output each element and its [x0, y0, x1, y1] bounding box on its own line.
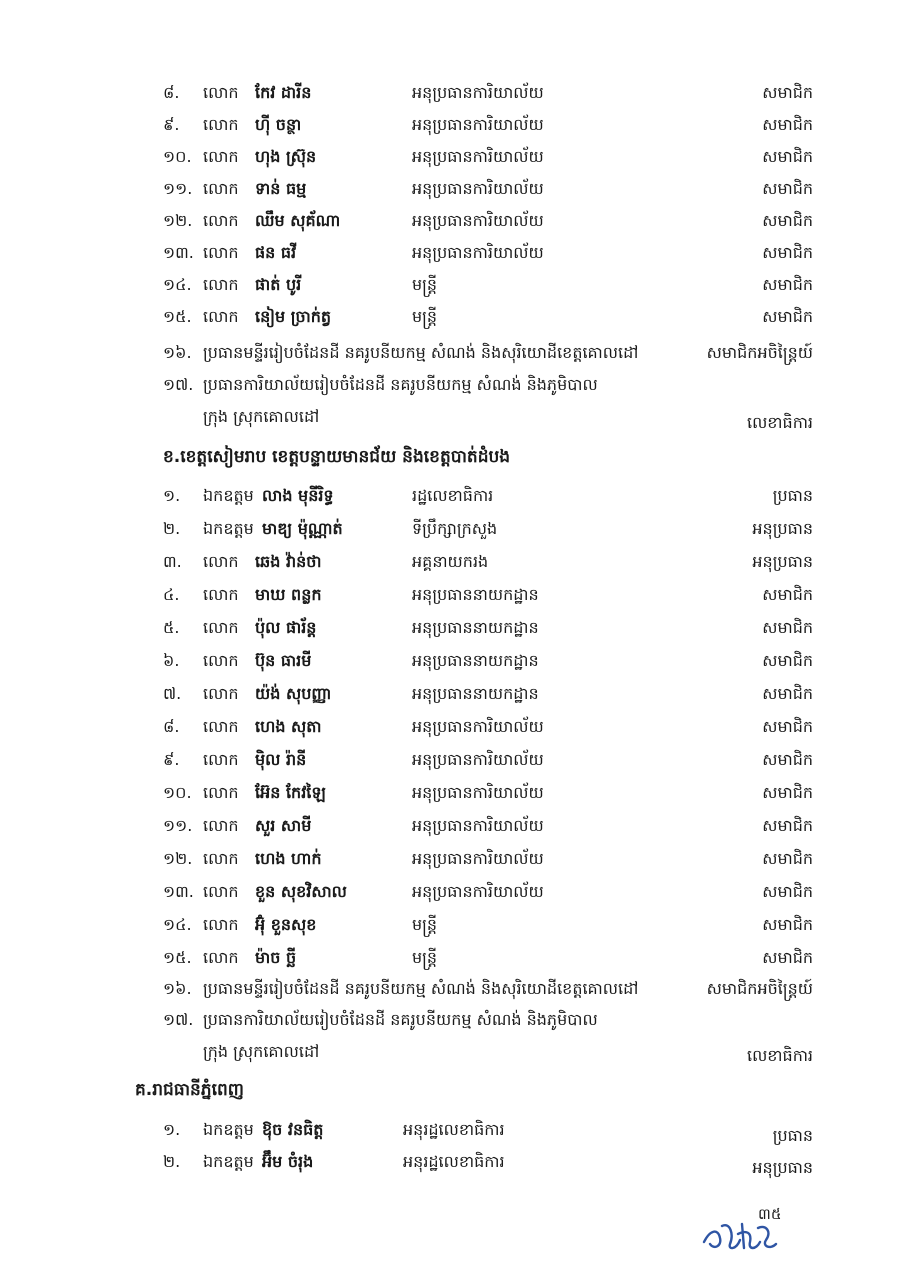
honorific: លោក: [203, 948, 239, 967]
member-role: អនុរដ្ឋលេខាធិការ: [403, 1152, 505, 1171]
item-number: ១៦.: [163, 343, 192, 362]
member-name: អ៊ុំ ខួនសុខ: [255, 915, 317, 934]
item-number: ១៣.: [163, 243, 194, 262]
member-status: សមាជិក: [762, 147, 813, 166]
item-number: ១២.: [163, 211, 193, 230]
list-item: [0, 480, 905, 512]
list-item: [0, 77, 905, 109]
item-number: ៨.: [163, 717, 180, 736]
honorific: ឯកឧត្តម: [203, 486, 254, 505]
member-status: សមាជិក: [762, 915, 813, 934]
member-name: ហេង ហាក់: [255, 849, 322, 868]
honorific: លោក: [203, 147, 239, 166]
item-number: ៩.: [163, 115, 180, 134]
list-item: [0, 301, 905, 333]
list-item: [0, 810, 905, 842]
list-item: [0, 612, 905, 644]
member-role: អនុប្រធានការិយាល័យ: [412, 179, 544, 198]
item-number: ១.: [163, 486, 181, 505]
member-role: ទីប្រឹក្សាក្រសួង: [412, 519, 498, 538]
member-status: សមាជិក: [762, 307, 813, 326]
member-status: លេខាធិការ: [746, 413, 813, 432]
section-heading: គ.រាជធានីភ្នំពេញ: [135, 1080, 244, 1100]
member-role: អនុប្រធាននាយកដ្ឋាន: [412, 651, 539, 670]
list-item: [0, 1114, 905, 1146]
member-name: ហ៊ី ចន្ថា: [255, 115, 302, 134]
honorific: ឯកឧត្តម: [203, 1152, 254, 1171]
member-status: អនុប្រធាន: [752, 552, 813, 571]
member-name: សួរ សាមី: [255, 816, 312, 835]
member-status: សមាជិក: [762, 948, 813, 967]
list-item: [0, 237, 905, 269]
member-status: សមាជិក: [762, 83, 813, 102]
member-role: មន្រ្តី: [412, 307, 438, 326]
list-item: [0, 205, 905, 237]
list-item: [0, 369, 905, 401]
honorific: លោក: [203, 783, 239, 802]
item-number: ៩.: [163, 750, 180, 769]
honorific: លោក: [203, 307, 239, 326]
member-role: អនុរដ្ឋលេខាធិការ: [403, 1120, 505, 1139]
honorific: លោក: [203, 816, 239, 835]
list-item: [0, 777, 905, 809]
member-status: សមាជិក: [762, 882, 813, 901]
member-status: សមាជិក: [762, 585, 813, 604]
member-role: អនុប្រធានការិយាល័យ: [412, 211, 544, 230]
list-item: [0, 1146, 905, 1178]
list-item: [0, 269, 905, 301]
honorific: លោក: [203, 115, 239, 134]
item-number: ១៣.: [163, 882, 194, 901]
honorific: លោក: [203, 882, 239, 901]
member-role: អនុប្រធានការិយាល័យ: [412, 83, 544, 102]
member-role: អនុប្រធាននាយកដ្ឋាន: [412, 585, 539, 604]
member-role: អនុប្រធាននាយកដ្ឋាន: [412, 618, 539, 637]
member-status: ប្រធាន: [772, 486, 813, 505]
item-number: ៥.: [163, 618, 180, 637]
member-name: ម៉ាច ច្ឆី: [255, 948, 297, 967]
member-status: សមាជិកអចិន្ត្រៃយ៍: [706, 979, 813, 998]
member-name: ហេង សុតា: [255, 717, 322, 736]
member-status: អនុប្រធាន: [752, 1158, 813, 1177]
member-name: មាឌ្យ ម៉ុណ្ណាត់: [262, 519, 343, 538]
member-name: យ៉ង់ សុបញ្ញា: [255, 684, 332, 703]
member-status: ប្រធាន: [772, 1126, 813, 1145]
item-text: ប្រធានមន្ទីររៀបចំដែនដី នគរូបនីយកម្ម សំណង់ និងសុរិយោដីខេត្តគោលដៅ: [203, 343, 639, 362]
item-number: ១០.: [163, 147, 192, 166]
signature-initials: [700, 1212, 780, 1254]
member-status: សមាជិក: [762, 179, 813, 198]
member-status: សមាជិក: [762, 849, 813, 868]
item-number: ៧.: [163, 684, 182, 703]
item-number: ១៥.: [163, 948, 192, 967]
member-role: មន្រ្តី: [412, 275, 438, 294]
item-number: ៤.: [163, 585, 180, 604]
honorific: លោក: [203, 179, 239, 198]
item-number: ២.: [163, 1152, 181, 1171]
item-text: ប្រធានមន្ទីររៀបចំដែនដី នគរូបនីយកម្ម សំណង់ និងសុរិយោដីខេត្តគោលដៅ: [203, 979, 639, 998]
honorific: លោក: [203, 618, 239, 637]
honorific: លោក: [203, 275, 239, 294]
list-item: [0, 744, 905, 776]
list-item: [0, 546, 905, 578]
member-role: មន្រ្តី: [412, 915, 438, 934]
member-status: សមាជិក: [762, 651, 813, 670]
member-role: អនុប្រធានការិយាល័យ: [412, 717, 544, 736]
member-name: ខួន សុខវិសាល: [255, 882, 347, 901]
list-item: [0, 942, 905, 974]
member-role: អនុប្រធានការិយាល័យ: [412, 849, 544, 868]
member-role: អនុប្រធានការិយាល័យ: [412, 243, 544, 262]
honorific: ឯកឧត្តម: [203, 1120, 254, 1139]
list-item: [0, 173, 905, 205]
member-name: ម៉ិល រ៉ានី: [255, 750, 307, 769]
member-name: ផាត់ បូរី: [255, 275, 302, 294]
honorific: លោក: [203, 717, 239, 736]
member-name: ហុង ស្រ៊ុន: [255, 147, 317, 166]
honorific: លោក: [203, 211, 239, 230]
item-number: ១៥.: [163, 307, 192, 326]
member-status: សមាជិក: [762, 243, 813, 262]
member-role: អនុប្រធានការិយាល័យ: [412, 115, 544, 134]
item-number: ២.: [163, 519, 181, 538]
item-text: ប្រធានការិយាល័យរៀបចំដែនដី នគរូបនីយកម្ម សំណង់ និងភូមិបាល: [203, 1010, 598, 1029]
member-status: សមាជិក: [762, 115, 813, 134]
honorific: លោក: [203, 651, 239, 670]
list-item: [0, 337, 905, 369]
list-item: [0, 645, 905, 677]
member-name: ផន ធវី: [255, 243, 297, 262]
member-name: អ៊ឹម ចំរុង: [262, 1152, 314, 1171]
member-name: ប៉ុល ផារ័ន្ត: [255, 618, 317, 637]
member-role: អនុប្រធានការិយាល័យ: [412, 147, 544, 166]
member-name: ឈឹម សុគ័ណា: [255, 211, 341, 230]
member-status: សមាជិក: [762, 275, 813, 294]
honorific: លោក: [203, 585, 239, 604]
item-number: ៦.: [163, 651, 180, 670]
member-status: សមាជិក: [762, 750, 813, 769]
member-role: អនុប្រធានការិយាល័យ: [412, 783, 544, 802]
item-number: ១០.: [163, 783, 192, 802]
member-name: លាង មុនីរិទ្ធ: [262, 486, 334, 505]
member-name: នៀម ច្រាក់ត្វ: [255, 307, 332, 326]
member-status: អនុប្រធាន: [752, 519, 813, 538]
member-status: សមាជិក: [762, 717, 813, 736]
item-number: ១៤.: [163, 915, 192, 934]
member-role: អនុប្រធានការិយាល័យ: [412, 816, 544, 835]
member-name: ប៊ុន ធារមី: [255, 651, 312, 670]
list-item: [0, 843, 905, 875]
member-name: ទាន់ ធម្ម: [255, 179, 307, 198]
honorific: លោក: [203, 83, 239, 102]
member-role: អនុប្រធានការិយាល័យ: [412, 882, 544, 901]
member-name: ឆេង វ៉ាន់ថា: [255, 552, 322, 571]
honorific: លោក: [203, 849, 239, 868]
honorific: ឯកឧត្តម: [203, 519, 254, 538]
list-item: [0, 711, 905, 743]
list-item: [0, 909, 905, 941]
honorific: លោក: [203, 750, 239, 769]
list-item: [0, 109, 905, 141]
item-text: ប្រធានការិយាល័យរៀបចំដែនដី នគរូបនីយកម្ម សំណង់ និងភូមិបាល: [203, 375, 598, 394]
list-item: [0, 876, 905, 908]
item-number: ១១.: [163, 816, 193, 835]
list-item: [0, 678, 905, 710]
honorific: លោក: [203, 915, 239, 934]
item-number: ១៧.: [163, 375, 194, 394]
list-item: [0, 579, 905, 611]
item-number: ១២.: [163, 849, 193, 868]
member-status: សមាជិក: [762, 783, 813, 802]
item-number: ៣.: [163, 552, 182, 571]
item-number: ១៧.: [163, 1010, 194, 1029]
item-number: ១១.: [163, 179, 193, 198]
list-item: [0, 973, 905, 1005]
member-status: សមាជិក: [762, 618, 813, 637]
member-name: មាឃ ពន្លក: [255, 585, 322, 604]
member-status: សមាជិក: [762, 211, 813, 230]
item-number: ១៤.: [163, 275, 192, 294]
member-role: អនុប្រធានការិយាល័យ: [412, 750, 544, 769]
member-name: អ៊ែន កែវឡៃ: [255, 783, 326, 802]
member-role: មន្រ្តី: [412, 948, 438, 967]
page-number: ៣៥: [758, 1205, 782, 1223]
section-heading: ខ.ខេត្តសៀមរាប ខេត្តបន្ទាយមានជ័យ និងខេត្តបាត់ដំបង: [163, 447, 511, 467]
item-number: ១.: [163, 1120, 181, 1139]
member-status: សមាជិក: [762, 816, 813, 835]
member-name: កែវ ដារីន: [255, 83, 312, 102]
member-status: លេខាធិការ: [746, 1046, 813, 1065]
item-text-continued: ក្រុង ស្រុកគោលដៅ: [203, 1042, 320, 1061]
member-role: អនុប្រធាននាយកដ្ឋាន: [412, 684, 539, 703]
item-text-continued: ក្រុង ស្រុកគោលដៅ: [203, 407, 320, 426]
item-number: ៨.: [163, 83, 180, 102]
honorific: លោក: [203, 243, 239, 262]
member-role: រដ្ឋលេខាធិការ: [412, 486, 494, 505]
list-item-continuation: [0, 1036, 905, 1068]
member-status: សមាជិក: [762, 684, 813, 703]
list-item: [0, 513, 905, 545]
member-role: អគ្គនាយករង: [412, 552, 489, 571]
member-status: សមាជិកអចិន្ត្រៃយ៍: [706, 343, 813, 362]
honorific: លោក: [203, 684, 239, 703]
item-number: ១៦.: [163, 979, 192, 998]
list-item: [0, 141, 905, 173]
honorific: លោក: [203, 552, 239, 571]
list-item: [0, 1004, 905, 1036]
member-name: ឱុច វនធិត្ត: [262, 1120, 324, 1139]
list-item-continuation: [0, 401, 905, 433]
